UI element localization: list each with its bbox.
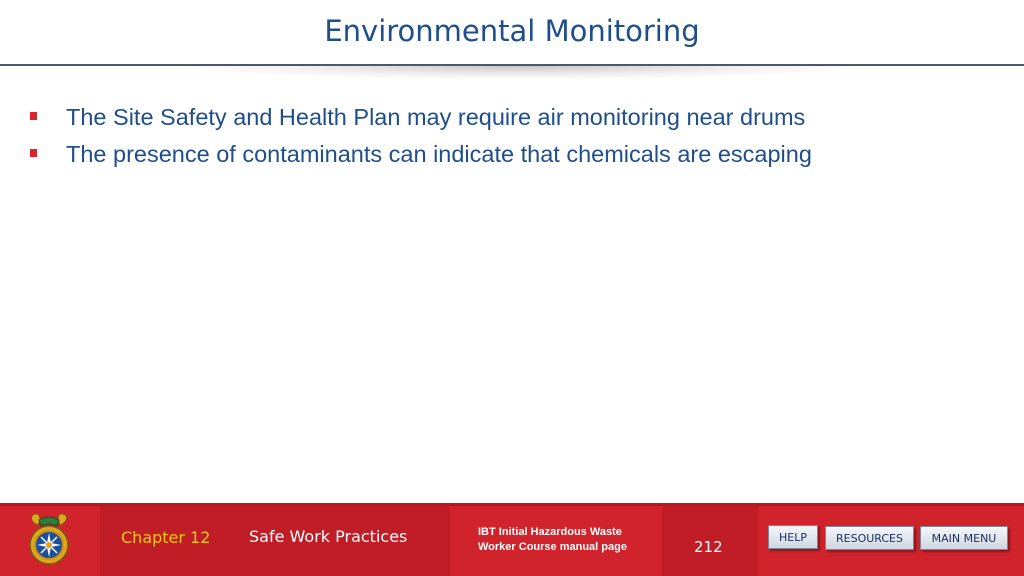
help-button[interactable]: HELP — [768, 525, 818, 549]
bullet-item — [28, 139, 812, 176]
title-divider-shadow — [180, 66, 860, 80]
resources-button[interactable]: RESOURCES — [825, 526, 914, 550]
main-menu-button[interactable]: MAIN MENU — [920, 526, 1008, 550]
teamsters-emblem-icon — [25, 512, 73, 568]
manual-label-line-2: Worker Course manual page — [478, 541, 627, 553]
page-number: 212 — [694, 538, 723, 556]
square-bullet-icon — [30, 112, 37, 120]
manual-page-label — [478, 525, 648, 555]
bullet-list — [28, 102, 812, 176]
chapter-title: Safe Work Practices — [249, 527, 408, 546]
slide-title: Environmental Monitoring — [324, 14, 700, 48]
manual-label-line-1: IBT Initial Hazardous Waste — [478, 526, 622, 538]
chapter-number: Chapter 12 — [121, 528, 211, 547]
bullet-text: The Site Safety and Health Plan may require air monitoring near drums — [66, 104, 806, 130]
bullet-item — [28, 102, 812, 139]
bullet-text: The presence of contaminants can indicate that chemicals are escaping — [66, 141, 812, 167]
square-bullet-icon — [30, 149, 37, 157]
